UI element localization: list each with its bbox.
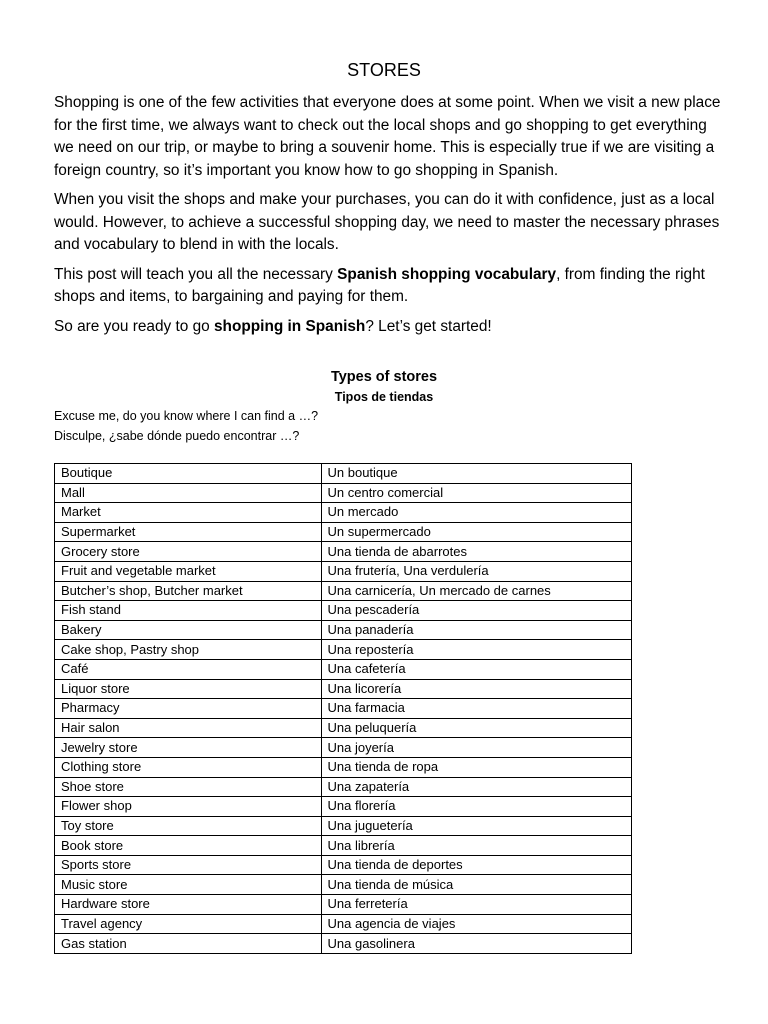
english-term-cell: Butcher’s shop, Butcher market (55, 581, 322, 601)
spanish-term-cell: Una florería (321, 797, 632, 817)
english-term-cell: Fruit and vegetable market (55, 561, 322, 581)
intro-paragraph-3-bold: Spanish shopping vocabulary (337, 265, 557, 283)
table-row (55, 738, 632, 758)
table-row (55, 934, 632, 954)
table-row (55, 503, 632, 523)
spanish-term-cell: Un mercado (321, 503, 632, 523)
table-row (55, 777, 632, 797)
english-term-cell: Toy store (55, 816, 322, 836)
section-subtitle: Tipos de tiendas (334, 390, 434, 404)
spanish-term-cell: Un centro comercial (321, 483, 632, 503)
intro-paragraph-4-start: So are you ready to go (54, 317, 214, 335)
english-term-cell: Hair salon (55, 718, 322, 738)
table-body (55, 464, 632, 954)
table-row (55, 679, 632, 699)
table-row (55, 464, 632, 484)
table-row (55, 914, 632, 934)
intro-paragraph-4 (54, 316, 722, 339)
intro-paragraph-1: Shopping is one of the few activities that everyone does at some point. When we visit a new place for the first time, we always want to check out the local shops and go shopping to get everything we need on our trip, or maybe to bring a souvenir home. This is especially true if we are visiting a foreign country, so it’s important you know how to go shopping in Spanish. (54, 94, 721, 179)
intro-paragraph-3-start: This post will teach you all the necessary (54, 265, 338, 283)
spanish-term-cell: Una ferretería (321, 895, 632, 915)
english-term-cell: Jewelry store (55, 738, 322, 758)
spanish-term-cell: Una joyería (321, 738, 632, 758)
english-term-cell: Cake shop, Pastry shop (55, 640, 322, 660)
spanish-term-cell: Una pescadería (321, 601, 632, 621)
intro-paragraph-2: When you visit the shops and make your purchases, you can do it with confidence, just as a local would. However, to achieve a successful shopping day, we need to master the necessary phrases and vocabulary to blend in with the locals. (54, 191, 720, 253)
english-term-cell: Bakery (55, 620, 322, 640)
table-row (55, 875, 632, 895)
table-row (55, 620, 632, 640)
spanish-term-cell: Una peluquería (321, 718, 632, 738)
english-term-cell: Clothing store (55, 757, 322, 777)
table-row (55, 895, 632, 915)
spanish-term-cell: Un boutique (321, 464, 632, 484)
spanish-term-cell: Una tienda de abarrotes (321, 542, 632, 562)
table-row (55, 816, 632, 836)
english-term-cell: Market (55, 503, 322, 523)
table-row (55, 699, 632, 719)
spanish-term-cell: Una carnicería, Un mercado de carnes (321, 581, 632, 601)
english-term-cell: Supermarket (55, 522, 322, 542)
section-title: Types of stores (330, 369, 438, 385)
page-title: STORES (347, 60, 421, 80)
english-term-cell: Sports store (55, 855, 322, 875)
table-row (55, 640, 632, 660)
table-row (55, 601, 632, 621)
spanish-term-cell: Una zapatería (321, 777, 632, 797)
english-term-cell: Grocery store (55, 542, 322, 562)
table-row (55, 542, 632, 562)
intro-text (54, 92, 722, 345)
english-term-cell: Gas station (55, 934, 322, 954)
english-term-cell: Liquor store (55, 679, 322, 699)
english-term-cell: Fish stand (55, 601, 322, 621)
table-row (55, 855, 632, 875)
example-phrase-english: Excuse me, do you know where I can find a …? (54, 409, 319, 423)
english-term-cell: Flower shop (55, 797, 322, 817)
spanish-term-cell: Una librería (321, 836, 632, 856)
english-term-cell: Café (55, 659, 322, 679)
table-row (55, 718, 632, 738)
english-term-cell: Travel agency (55, 914, 322, 934)
english-term-cell: Boutique (55, 464, 322, 484)
spanish-term-cell: Un supermercado (321, 522, 632, 542)
english-term-cell: Mall (55, 483, 322, 503)
spanish-term-cell: Una gasolinera (321, 934, 632, 954)
english-term-cell: Pharmacy (55, 699, 322, 719)
spanish-term-cell: Una panadería (321, 620, 632, 640)
spanish-term-cell: Una juguetería (321, 816, 632, 836)
table-row (55, 659, 632, 679)
spanish-term-cell: Una frutería, Una verdulería (321, 561, 632, 581)
example-phrase-spanish: Disculpe, ¿sabe dónde puedo encontrar …? (54, 429, 300, 443)
intro-paragraph-4-bold: shopping in Spanish (214, 317, 366, 335)
english-term-cell: Hardware store (55, 895, 322, 915)
spanish-term-cell: Una agencia de viajes (321, 914, 632, 934)
spanish-term-cell: Una repostería (321, 640, 632, 660)
table-row (55, 836, 632, 856)
english-term-cell: Book store (55, 836, 322, 856)
spanish-term-cell: Una farmacia (321, 699, 632, 719)
store-vocabulary-table (54, 463, 632, 954)
table-row (55, 757, 632, 777)
intro-paragraph-4-end: ? Let’s get started! (365, 317, 492, 335)
table-row (55, 522, 632, 542)
table-row (55, 581, 632, 601)
intro-paragraph-3 (54, 264, 722, 309)
spanish-term-cell: Una tienda de ropa (321, 757, 632, 777)
table-row (55, 797, 632, 817)
spanish-term-cell: Una tienda de deportes (321, 855, 632, 875)
spanish-term-cell: Una tienda de música (321, 875, 632, 895)
spanish-term-cell: Una cafetería (321, 659, 632, 679)
english-term-cell: Shoe store (55, 777, 322, 797)
intro-paragraph-3-end: , from finding the right shops and items, to bargaining and paying for them. (54, 265, 705, 305)
spanish-term-cell: Una licorería (321, 679, 632, 699)
english-term-cell: Music store (55, 875, 322, 895)
table-row (55, 483, 632, 503)
table-row (55, 561, 632, 581)
